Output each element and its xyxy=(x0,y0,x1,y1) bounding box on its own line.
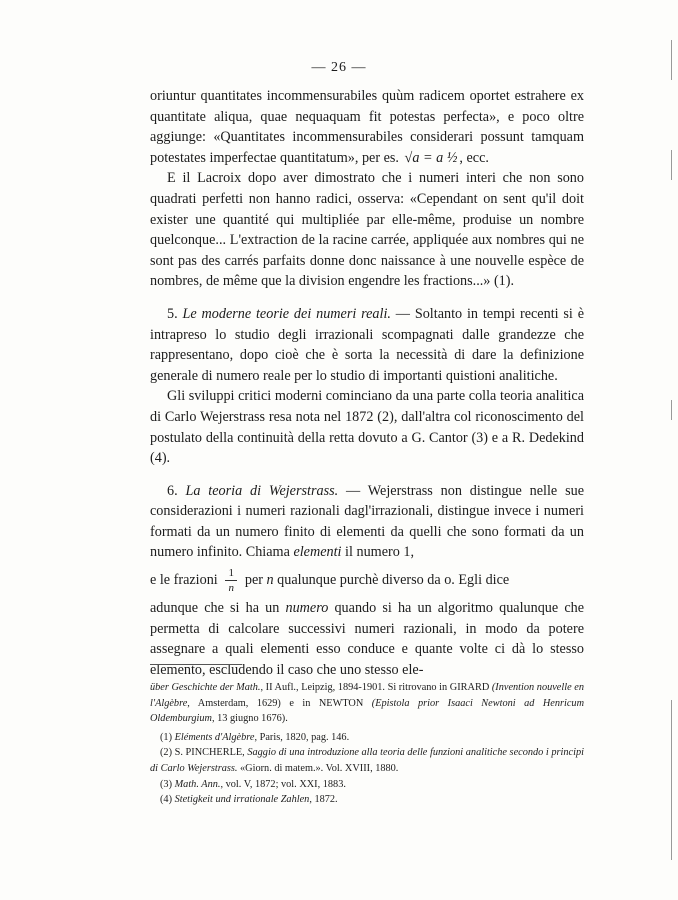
footnote-4: (4) Stetigkeit und irrationale Zahlen, 1872. xyxy=(160,794,338,806)
scan-edge-mark xyxy=(671,150,672,180)
paragraph-lacroix: E il Lacroix dopo aver dimostrato che i numeri interi che non sono quadrati perfetti non hanno radici, osserva: «Cependant on sent qu'il doit exister une quantité qui multipliée par elle-même, produise un nombre quelconque... L'extraction de la racine carrée, appliquée aux nombres qui ne sont pas des carrés parfaits donne donc naissance à une nouvelle espèce de nombres, de même que la division engendre les fractions...» (1). xyxy=(150,170,584,290)
section-6-title: La teoria di Wejerstrass. xyxy=(185,482,339,499)
main-text xyxy=(150,86,584,680)
fraction-line: e le frazioni $\frac{1}{n}$ per n qualunque purchè diverso da o. Egli dice xyxy=(150,567,510,595)
paragraph-critical-developments: Gli sviluppi critici moderni cominciano da una parte colla teoria analitica di Carlo Wejerstrass resa nota nel 1872 (2), dall'altra col riconoscimento del postulato della continuità della retta dovuto a G. Cantor (3) e a R. Dedekind (4). xyxy=(150,388,584,467)
paragraph-algorithm: adunque che si ha un numero quando si ha un algoritmo qualunque che permetta di calcolare successivi numeri razionali, in modo da potere assegnare a quali elementi esso conduce e quante volte ci dà lo stesso elemento, escludendo il caso che uno stesso ele- xyxy=(150,600,585,678)
footnote-2: (2) S. PINCHERLE, Saggio di una introduzione alla teoria delle funzioni analitiche secondo i principi di Carlo Wejerstrass. «Giorn. di matem.». Vol. XVIII, 1880. xyxy=(150,747,584,774)
section-6: 6. La teoria di Wejerstrass. — Wejerstrass non distingue nelle sue considerazioni i numeri razionali dagl'irrazionali, distingue invece i numeri formati da un numero finito di elementi da quelli che sono formati da un numero infinito. Chiama elementi il numero 1, xyxy=(150,482,584,561)
footnote-1: (1) Eléments d'Algèbre, Paris, 1820, pag. 146. xyxy=(160,731,350,743)
section-5-title: Le moderne teorie dei numeri reali. xyxy=(182,305,391,322)
footnotes xyxy=(150,680,584,808)
section-5: 5. Le moderne teorie dei numeri reali. — Soltanto in tempi recenti si è intrapreso lo studio degli irrazionali scompagnati dalle grandezze che rappresentano, dopo cioè che è sorta la necessità di dare la definizione generale di numero reale per lo studio di importanti quistioni analitiche. xyxy=(150,305,585,384)
root-formula: √a = a ½ xyxy=(404,149,458,166)
paragraph-quote-end: oriuntur quantitates incommensurabiles quùm radicem oportet estrahere ex quantitate aliqua, quae nequaquam fit potestas perfecta», e poco oltre aggiunge: «Quantitates incommensurabiles considerari possunt tamquam potestates imperfectae quantitatum», per es. √a = a ½ , ecc. xyxy=(150,88,584,166)
scan-edge-mark xyxy=(671,40,672,80)
scan-edge-mark xyxy=(671,400,672,420)
footnote-separator xyxy=(150,664,242,665)
footnote-continued: über Geschichte der Math., II Aufl., Leipzig, 1894-1901. Si ritrovano in GIRARD (Invention nouvelle en l'Algèbre, Amsterdam, 1629) e in NEWTON (Epistola prior Isaaci Newtoni ad Henricum Oldemburgium, 13 giugno 1676). xyxy=(150,682,585,725)
page-number: — 26 — xyxy=(311,60,367,75)
footnote-3: (3) Math. Ann., vol. V, 1872; vol. XXI, 1883. xyxy=(160,778,346,790)
scan-edge-mark xyxy=(671,700,672,860)
fraction-one-over-n: $\frac{1}{n}$ xyxy=(225,567,237,594)
